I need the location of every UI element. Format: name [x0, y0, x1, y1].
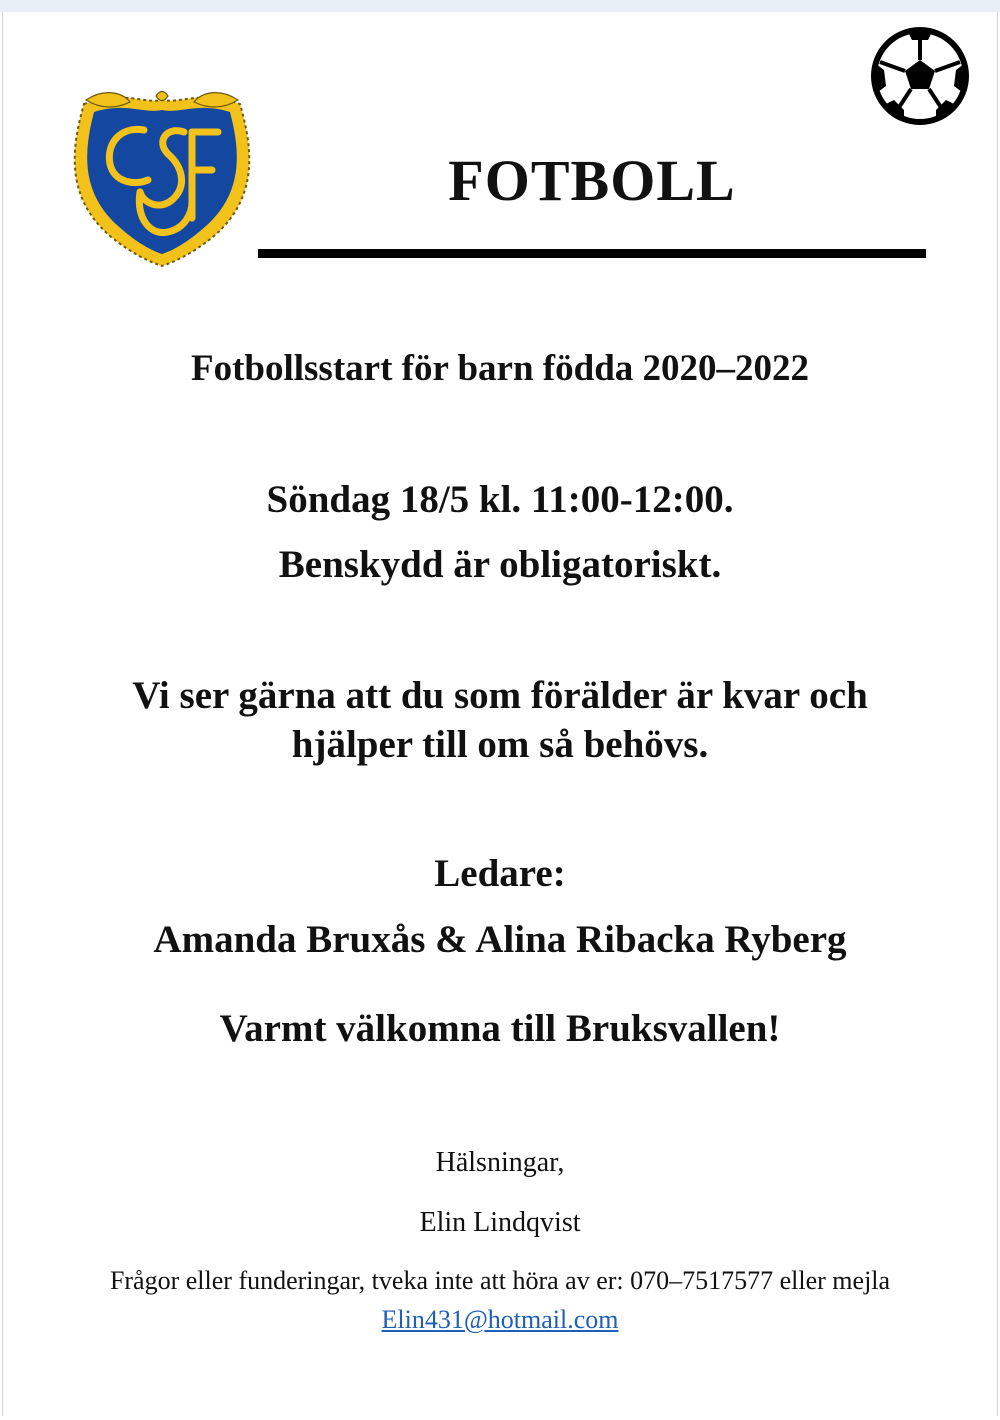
leaders-names: Amanda Bruxås & Alina Ribacka Ryberg	[153, 918, 847, 961]
parent-line-1: Vi ser gärna att du som förälder är kvar och	[132, 674, 868, 717]
subtitle: Fotbollsstart för barn födda 2020–2022	[190, 348, 810, 389]
signature: Elin Lindqvist	[419, 1207, 581, 1238]
questions-line: Frågor eller funderingar, tveka inte att höra av er: 070–7517577 eller mejla	[109, 1266, 891, 1295]
parent-line-2: hjälper till om så behövs.	[291, 723, 709, 766]
email-line	[0, 1302, 1000, 1338]
leaders-label: Ledare:	[434, 852, 566, 895]
email-link[interactable]: Elin431@hotmail.com	[381, 1305, 619, 1334]
club-crest-icon	[64, 86, 260, 268]
title-rule	[258, 249, 926, 258]
welcome-line: Varmt välkomna till Bruksvallen!	[219, 1007, 781, 1050]
date-line: Söndag 18/5 kl. 11:00-12:00.	[266, 478, 734, 521]
greeting: Hälsningar,	[435, 1147, 565, 1178]
top-strip	[0, 0, 1000, 12]
soccer-ball-icon	[870, 26, 970, 126]
shin-guard-line: Benskydd är obligatoriskt.	[278, 543, 722, 586]
page-title: FOTBOLL	[448, 148, 736, 213]
